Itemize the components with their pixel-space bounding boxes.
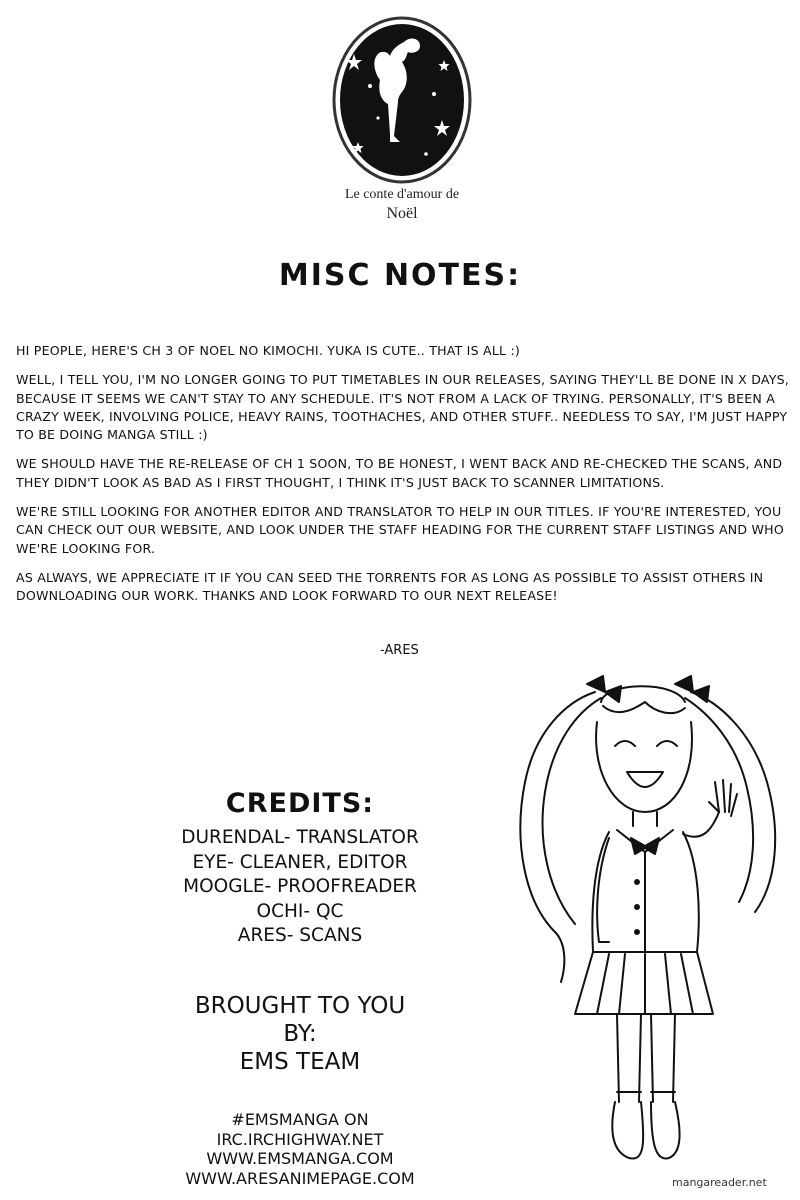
contact-links [150,1110,450,1188]
logo-caption-subtitle: Le conte d'amour de [344,187,460,202]
website-link[interactable]: WWW.ARESANIMEPAGE.COM [185,1168,415,1188]
irc-channel: #EMSMANGA ON [231,1110,369,1129]
misc-notes-body [16,342,796,617]
brought-to-you-block [150,992,450,1076]
credit-line: EYE- CLEANER, EDITOR [192,851,408,873]
team-name: EMS TEAM [239,1049,361,1075]
noel-logo-emblem [330,14,474,186]
notes-paragraph: WE SHOULD HAVE THE RE-RELEASE OF CH 1 SOON, TO BE HONEST, I WENT BACK AND RE-CHECKED THE SCANS, AND THEY DIDN'T LOOK AS BAD AS I FIRST THOUGHT, I THINK IT'S JUST BACK TO SCANNER LIMITATIONS. [16,456,783,490]
notes-signature: -ARES [380,643,419,658]
credits-list [150,826,450,949]
website-link[interactable]: WWW.EMSMANGA.COM [206,1149,394,1168]
credits-heading: CREDITS: [225,788,375,819]
notes-paragraph: WELL, I TELL YOU, I'M NO LONGER GOING TO PUT TIMETABLES IN OUR RELEASES, SAYING THEY'LL BE DONE IN X DAYS, BECAUSE IT SEEMS WE CAN'T STAY TO ANY SCHEDULE. IT'S NOT FROM A LACK OF TRYING. PERSONALLY, IT'S BEEN A CRAZY WEEK, INVOLVING POLICE, HEAVY RAINS, TOOTHACHES, AND OTHER STUFF.. NEEDLESS TO SAY, I'M JUST HAPPY TO BE DOING MANGA STILL :) [16,372,789,443]
watermark: mangareader.net [672,1176,767,1189]
credit-line: OCHI- QC [256,900,344,922]
misc-notes-heading: MISC NOTES: [278,258,522,293]
notes-paragraph: WE'RE STILL LOOKING FOR ANOTHER EDITOR AND TRANSLATOR TO HELP IN OUR TITLES. IF YOU'RE INTERESTED, YOU CAN CHECK OUT OUR WEBSITE, AND LOOK UNDER THE STAFF HEADING FOR THE CURRENT STAFF LISTINGS AND WHO WE'RE LOOKING FOR. [16,504,784,556]
brought-line: BY: [283,1021,317,1047]
credit-line: DURENDAL- TRANSLATOR [181,827,419,848]
character-illustration [505,662,790,1192]
notes-paragraph: AS ALWAYS, WE APPRECIATE IT IF YOU CAN SEED THE TORRENTS FOR AS LONG AS POSSIBLE TO ASSIST OTHERS IN DOWNLOADING OUR WORK. THANKS AND LOOK FORWARD TO OUR NEXT RELEASE! [16,569,764,604]
notes-paragraph: HI PEOPLE, HERE'S CH 3 OF NOEL NO KIMOCHI. YUKA IS CUTE.. THAT IS ALL :) [16,343,521,358]
irc-server: IRC.IRCHIGHWAY.NET [216,1129,384,1149]
credit-line: MOOGLE- PROOFREADER [183,876,417,897]
brought-line: BROUGHT TO YOU [194,993,406,1019]
credit-line: ARES- SCANS [237,925,363,946]
logo-caption-title: Noël [386,205,418,222]
